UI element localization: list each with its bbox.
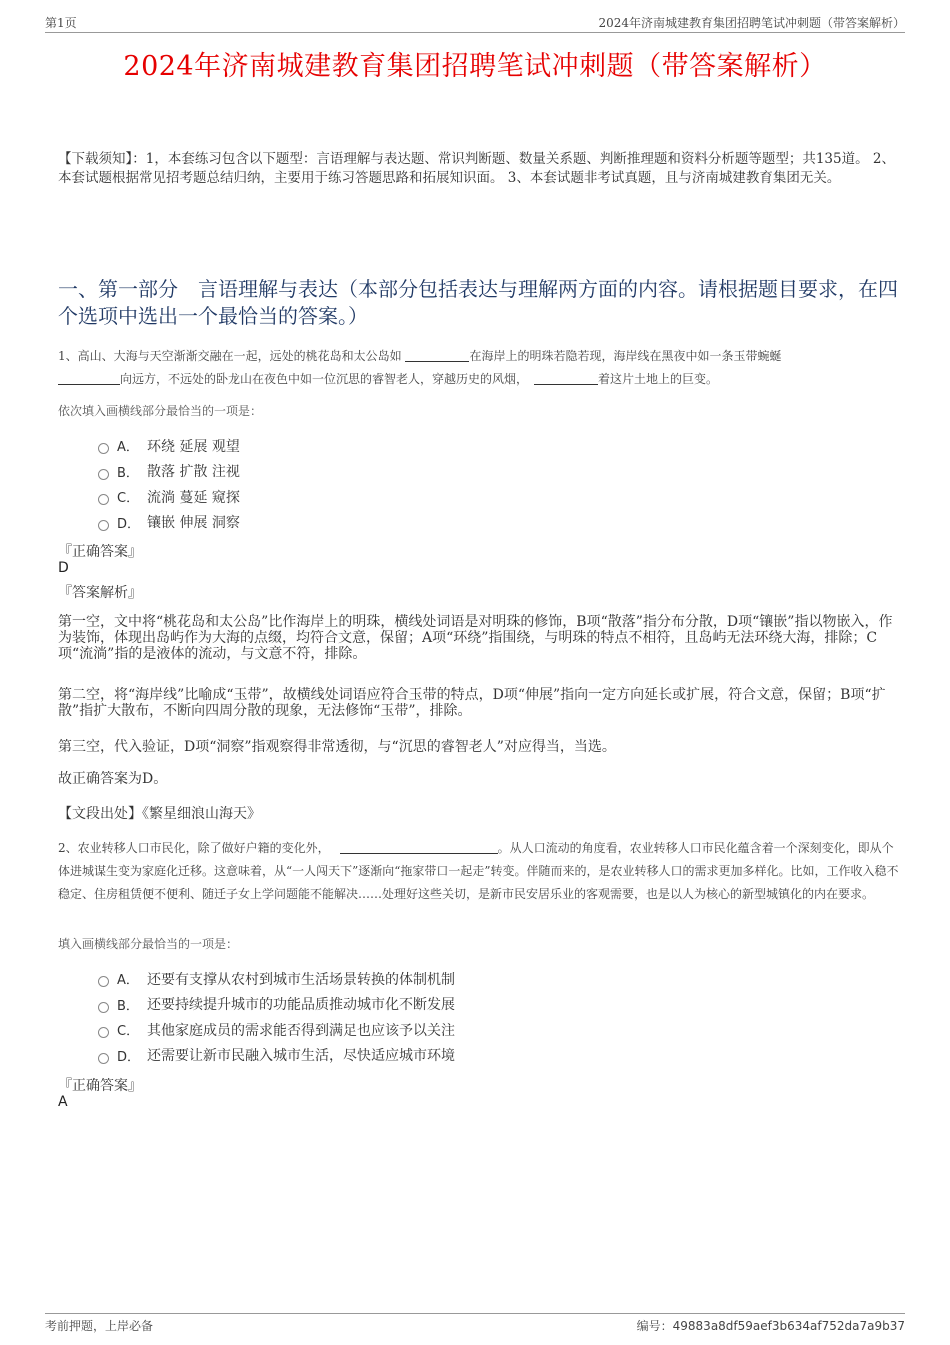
footer-code-value: 49883a8df59aef3b634af752da7a9b37 bbox=[672, 1319, 905, 1333]
q2-answer-label: 『正确答案』 bbox=[58, 1078, 142, 1094]
q2-prompt: 填入画横线部分最恰当的一项是： bbox=[58, 937, 239, 951]
radio-icon[interactable] bbox=[98, 494, 109, 505]
q1-text-2: 在海岸上的明珠若隐若现，海岸线在黑夜中如一条玉带蜿蜒 bbox=[469, 349, 782, 363]
page-header bbox=[45, 14, 905, 33]
option-key: C． bbox=[117, 491, 140, 507]
q1-blank-1 bbox=[405, 347, 469, 362]
q1-answer-label: 『正确答案』 bbox=[58, 544, 142, 560]
q1-prompt: 依次填入画横线部分最恰当的一项是： bbox=[58, 404, 263, 418]
radio-icon[interactable] bbox=[98, 1002, 109, 1013]
page-footer bbox=[45, 1313, 905, 1334]
download-notice: 【下载须知】：1，本套练习包含以下题型：言语理解与表达题、常识判断题、数量关系题、判断推理题和资料分析题等题型；共135道。 2、本套试题根据常见招考题总结归纳，主要用于练习答题思路和拓展知识面。 3、本套试题非考试真题，且与济南城建教育集团无关。 bbox=[58, 151, 895, 186]
radio-icon[interactable] bbox=[98, 1027, 109, 1038]
radio-icon[interactable] bbox=[98, 520, 109, 531]
q2-option-a[interactable] bbox=[98, 966, 455, 992]
q2-option-d[interactable] bbox=[98, 1043, 455, 1069]
header-doc-title: 2024年济南城建教育集团招聘笔试冲刺题（带答案解析） bbox=[598, 16, 905, 30]
section-title: 一、第一部分 言语理解与表达（本部分包括表达与理解两方面的内容。请根据题目要求，在四个选项中选出一个最恰当的答案。） bbox=[58, 277, 898, 328]
option-text: 散落 扩散 注视 bbox=[147, 464, 240, 481]
page-title: 2024年济南城建教育集团招聘笔试冲刺题（带答案解析） bbox=[123, 51, 827, 82]
q1-analysis-1: 第一空，文中将“桃花岛和太公岛”比作海岸上的明珠，横线处词语是对明珠的修饰，B项“散落”指分布分散，D项“镶嵌”指以物嵌入，作为装饰，体现出岛屿作为大海的点缀，均符合文意，保留；A项“环绕”指围绕，与明珠的特点不相符，且岛屿无法环绕大海，排除；C项“流淌”指的是液体的流动，与文意不符，排除。 bbox=[58, 614, 893, 662]
q1-analysis-3: 第三空，代入验证，D项“洞察”指观察得非常透彻，与“沉思的睿智老人”对应得当，当选。 bbox=[58, 739, 616, 755]
option-text: 环绕 延展 观望 bbox=[147, 438, 240, 455]
option-key: D． bbox=[117, 1049, 141, 1065]
footer-code bbox=[637, 1317, 905, 1334]
q1-text-4: 着这片土地上的巨变。 bbox=[598, 372, 719, 386]
footer-slogan: 考前押题，上岸必备 bbox=[45, 1319, 154, 1333]
radio-icon[interactable] bbox=[98, 1053, 109, 1064]
q1-option-a[interactable] bbox=[98, 433, 240, 459]
option-key: A． bbox=[117, 973, 139, 989]
q2-option-b[interactable] bbox=[98, 992, 455, 1018]
q2-text-1: 2、农业转移人口市民化，除了做好户籍的变化外， bbox=[58, 841, 330, 855]
q1-text-3: 向远方，不远处的卧龙山在夜色中如一位沉思的睿智老人，穿越历史的风烟， bbox=[120, 372, 529, 386]
q1-blank-2 bbox=[58, 370, 120, 385]
q2-answer: A bbox=[58, 1094, 68, 1110]
option-key: D． bbox=[117, 516, 141, 532]
q1-option-d[interactable] bbox=[98, 510, 240, 536]
question-2-stem bbox=[58, 837, 903, 906]
q1-blank-3 bbox=[534, 370, 598, 385]
q2-options bbox=[98, 966, 455, 1068]
option-text: 镶嵌 伸展 洞察 bbox=[147, 515, 240, 532]
option-key: B． bbox=[117, 998, 139, 1014]
q1-answer: D bbox=[58, 560, 69, 576]
question-1-stem bbox=[58, 345, 903, 391]
option-key: B． bbox=[117, 465, 139, 481]
radio-icon[interactable] bbox=[98, 976, 109, 987]
radio-icon[interactable] bbox=[98, 469, 109, 480]
option-text: 还需要让新市民融入城市生活，尽快适应城市环境 bbox=[147, 1048, 455, 1065]
option-text: 流淌 蔓延 窥探 bbox=[147, 489, 240, 506]
option-text: 还要有支撑从农村到城市生活场景转换的体制机制 bbox=[147, 971, 455, 988]
option-key: C． bbox=[117, 1024, 140, 1040]
q1-options bbox=[98, 433, 240, 535]
q2-option-c[interactable] bbox=[98, 1017, 455, 1043]
q2-blank-1 bbox=[340, 839, 498, 854]
q1-analysis-label: 『答案解析』 bbox=[58, 585, 142, 601]
q2-text-2: 。从人口流动的角度看，农业转移人口市民化蕴含着一个深刻变化，即从个体进城谋生变为家庭化迁移。这意味着，从“一人闯天下”逐渐向“拖家带口一起走”转变。伴随而来的，是农业转移人口的需求更加多样化。比如，工作收入稳不稳定、住房租赁便不便利、随迁子女上学问题能不能解决……处理好这些关切，是新市民安居乐业的客观需要，也是以人为核心的新型城镇化的内在要求。 bbox=[58, 841, 899, 901]
q1-source: 【文段出处】《繁星细浪山海天》 bbox=[58, 806, 261, 822]
q1-option-c[interactable] bbox=[98, 484, 240, 510]
q1-option-b[interactable] bbox=[98, 459, 240, 485]
radio-icon[interactable] bbox=[98, 443, 109, 454]
option-key: A． bbox=[117, 440, 139, 456]
footer-code-label: 编号： bbox=[636, 1319, 673, 1333]
q1-analysis-2: 第二空，将“海岸线”比喻成“玉带”，故横线处词语应符合玉带的特点，D项“伸展”指向一定方向延长或扩展，符合文意，保留；B项“扩散”指扩大散布，不断向四周分散的现象，无法修饰“玉带”，排除。 bbox=[58, 687, 886, 719]
page-number: 第1页 bbox=[45, 16, 77, 30]
q1-text-1: 1、高山、大海与天空渐渐交融在一起，远处的桃花岛和太公岛如 bbox=[58, 349, 406, 363]
q1-analysis-4: 故正确答案为D。 bbox=[58, 771, 168, 787]
option-text: 其他家庭成员的需求能否得到满足也应该予以关注 bbox=[147, 1022, 455, 1039]
option-text: 还要持续提升城市的功能品质推动城市化不断发展 bbox=[147, 997, 455, 1014]
